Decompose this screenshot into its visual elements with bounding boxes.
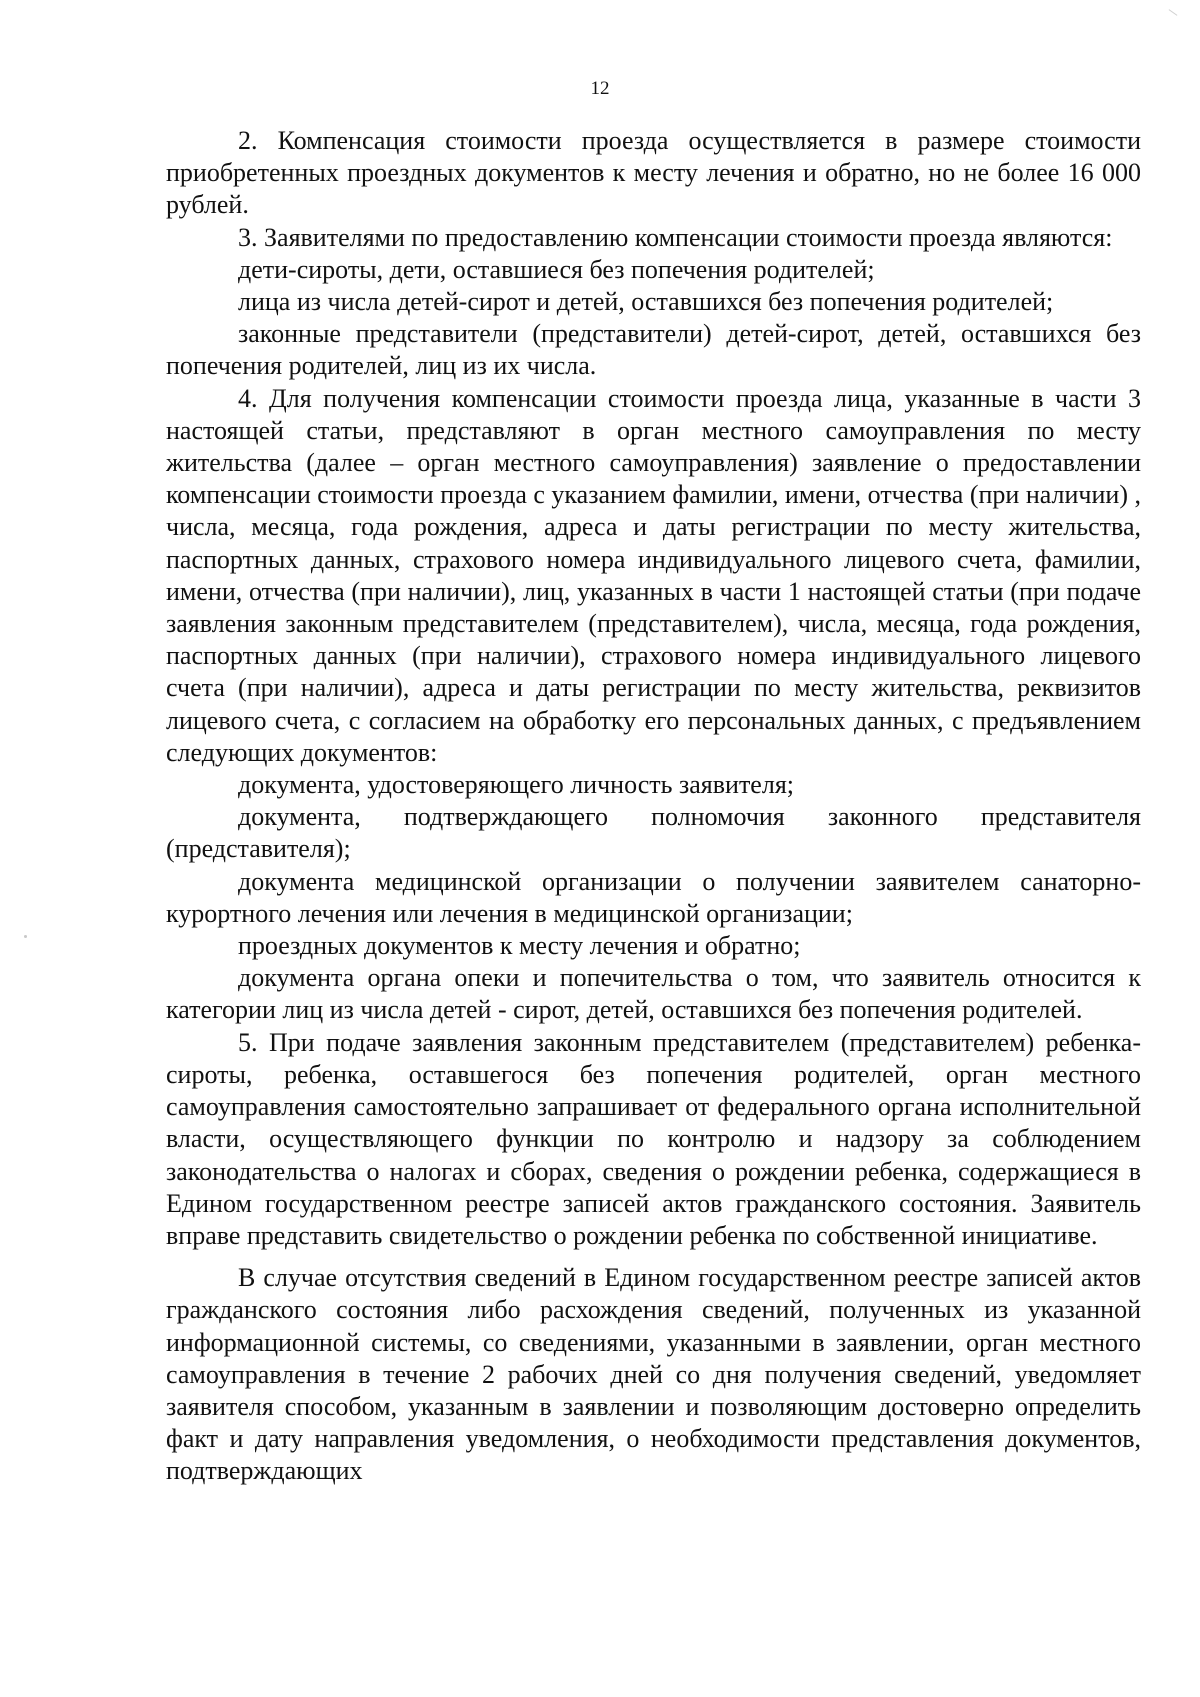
list-item-travel-documents: проездных документов к месту лечения и обратно; bbox=[238, 931, 801, 961]
scan-speck bbox=[24, 935, 27, 938]
paragraph-item-3: 3. Заявителями по предоставлению компенсации стоимости проезда являются: bbox=[238, 222, 1113, 252]
paragraph-item-5: 5. При подаче заявления законным представителем (представителем) ребенка-сироты, ребенка, оставшегося без попечения родителей, орган местного самоуправления самостоятельно запрашивает от федерального органа исполнительной власти, осуществляющего функции по контролю и надзору за соблюдением законодательства о налогах и сборах, сведения о рождении ребенка, содержащиеся в Едином государственном реестре записей актов гражданского состояния. Заявитель вправе представить свидетельство о рождении ребенка по собственной инициативе. bbox=[166, 1027, 1141, 1250]
list-item-medical-document: документа медицинской организации о получении заявителем санаторно-курортного лечения или лечения в медицинской организации; bbox=[166, 866, 1141, 928]
page-number: 12 bbox=[590, 78, 610, 99]
paragraph-item-2: 2. Компенсация стоимости проезда осуществляется в размере стоимости приобретенных проездных документов к месту лечения и обратно, но не более 16 000 рублей. bbox=[166, 126, 1141, 220]
scan-artifact bbox=[1169, 9, 1178, 16]
list-item-authority-document: документа, подтверждающего полномочия законного представителя (представителя); bbox=[166, 802, 1141, 864]
list-item-guardianship-document: документа органа опеки и попечительства о том, что заявитель относится к категории лиц из числа детей - сирот, детей, оставшихся без попечения родителей. bbox=[166, 963, 1141, 1025]
document-body bbox=[166, 125, 1141, 1488]
paragraph-item-4: 4. Для получения компенсации стоимости проезда лица, указанные в части 3 настоящей статьи, представляют в орган местного самоуправления по месту жительства (далее – орган местного самоуправления) заявление о предоставлении компенсации стоимости проезда с указанием фамилии, имени, отчества (при наличии) , числа, месяца, года рождения, адреса и даты регистрации по месту жительства, паспортных данных, страхового номера индивидуального лицевого счета, фамилии, имени, отчества (при наличии), лиц, указанных в части 1 настоящей статьи (при подаче заявления законным представителем (представителем), числа, месяца, года рождения, паспортных данных (при наличии), страхового номера индивидуального лицевого счета (при наличии), адреса и даты регистрации по месту жительства, реквизитов лицевого счета, с согласием на обработку его персональных данных, с предъявлением следующих документов: bbox=[166, 383, 1141, 767]
paragraph-discrepancy: В случае отсутствия сведений в Едином государственном реестре записей актов гражданского состояния либо расхождения сведений, полученных из указанной информационной системы, со сведениями, указанными в заявлении, орган местного самоуправления в течение 2 рабочих дней со дня получения сведений, уведомляет заявителя способом, указанным в заявлении и позволяющим достоверно определить факт и дату направления уведомления, о необходимости представления документов, подтверждающих bbox=[166, 1263, 1141, 1486]
list-item-orphans: дети-сироты, дети, оставшиеся без попечения родителей; bbox=[238, 254, 875, 284]
list-item-former-orphans: лица из числа детей-сирот и детей, оставшихся без попечения родителей; bbox=[238, 287, 1054, 317]
list-item-legal-representatives: законные представители (представители) детей-сирот, детей, оставшихся без попечения родителей, лиц из их числа. bbox=[166, 319, 1141, 381]
list-item-identity-document: документа, удостоверяющего личность заявителя; bbox=[238, 770, 795, 800]
